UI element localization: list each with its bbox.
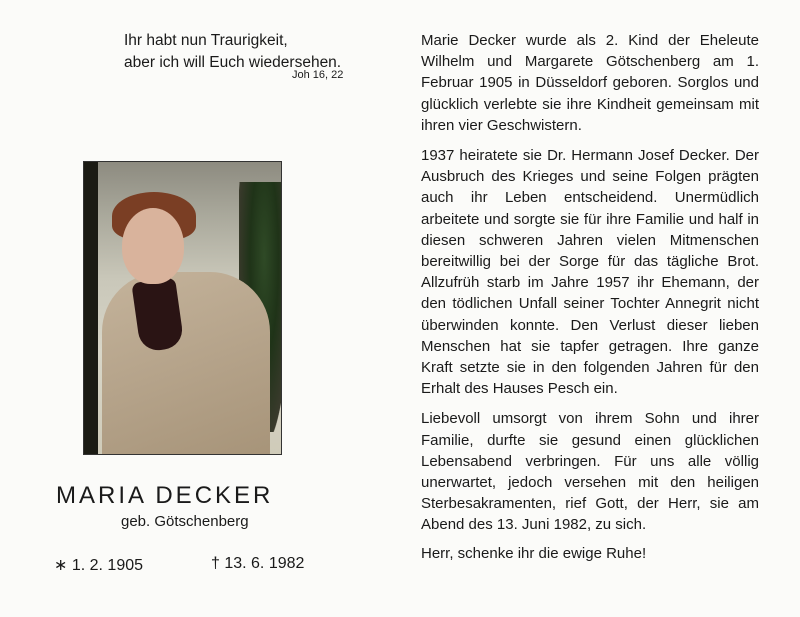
verse-reference: Joh 16, 22 [292, 69, 344, 81]
photo-jacket [102, 272, 270, 455]
photo-face [122, 208, 184, 284]
biography-paragraph-1: Marie Decker wurde als 2. Kind der Eheleute Wilhelm und Margarete Götschenberg am 1. Februar 1905 in Düsseldorf geboren. Sorglos und glücklich verlebte sie ihre Kindheit gemeinsam mit ihren vier Geschwistern. [421, 32, 759, 134]
portrait-photo [83, 161, 282, 455]
closing-prayer: Herr, schenke ihr die ewige Ruhe! [421, 544, 647, 562]
verse-line-1: Ihr habt nun Traurigkeit, [124, 32, 288, 49]
birth-name: geb. Götschenberg [121, 513, 249, 530]
photo-shadow-edge [84, 162, 98, 454]
bible-verse [124, 30, 364, 74]
verse-line-2: aber ich will Euch wiedersehen. [124, 54, 342, 71]
deceased-name: MARIA DECKER [56, 482, 274, 509]
death-date: † 13. 6. 1982 [211, 555, 305, 572]
biography-paragraph-2: 1937 heiratete sie Dr. Hermann Josef Decker. Der Ausbruch des Krieges und seine Folgen prägten auch ihr Leben entscheidend. Unermüdlich arbeitete und sorgte sie für ihre Familie und half in diesen schweren Jahren vielen Mitmenschen bereitwillig bei der Sorge für das tägliche Brot. Allzufrüh starb im Jahre 1957 ihr Ehemann, der den tödlichen Unfall seiner Tochter Annegrit nicht überwinden konnte. Den Verlust dieser lieben Menschen hat sie tapfer getragen. Ihre ganze Kraft setzte sie in den folgenden Jahren für den Erhalt des Hauses Pesch ein. [421, 147, 759, 398]
birth-date: ∗ 1. 2. 1905 [54, 557, 144, 574]
biography-panel [421, 30, 759, 562]
biography-paragraph-3: Liebevoll umsorgt von ihrem Sohn und ihrer Familie, durfte sie gesund einen glücklichen Lebensabend verbringen. Für uns alle völlig unerwartet, jedoch versehen mit den heiligen Sterbesakramenten, rief Gott, der Herr, sie am Abend des 13. Juni 1982, zu sich. [421, 410, 759, 534]
